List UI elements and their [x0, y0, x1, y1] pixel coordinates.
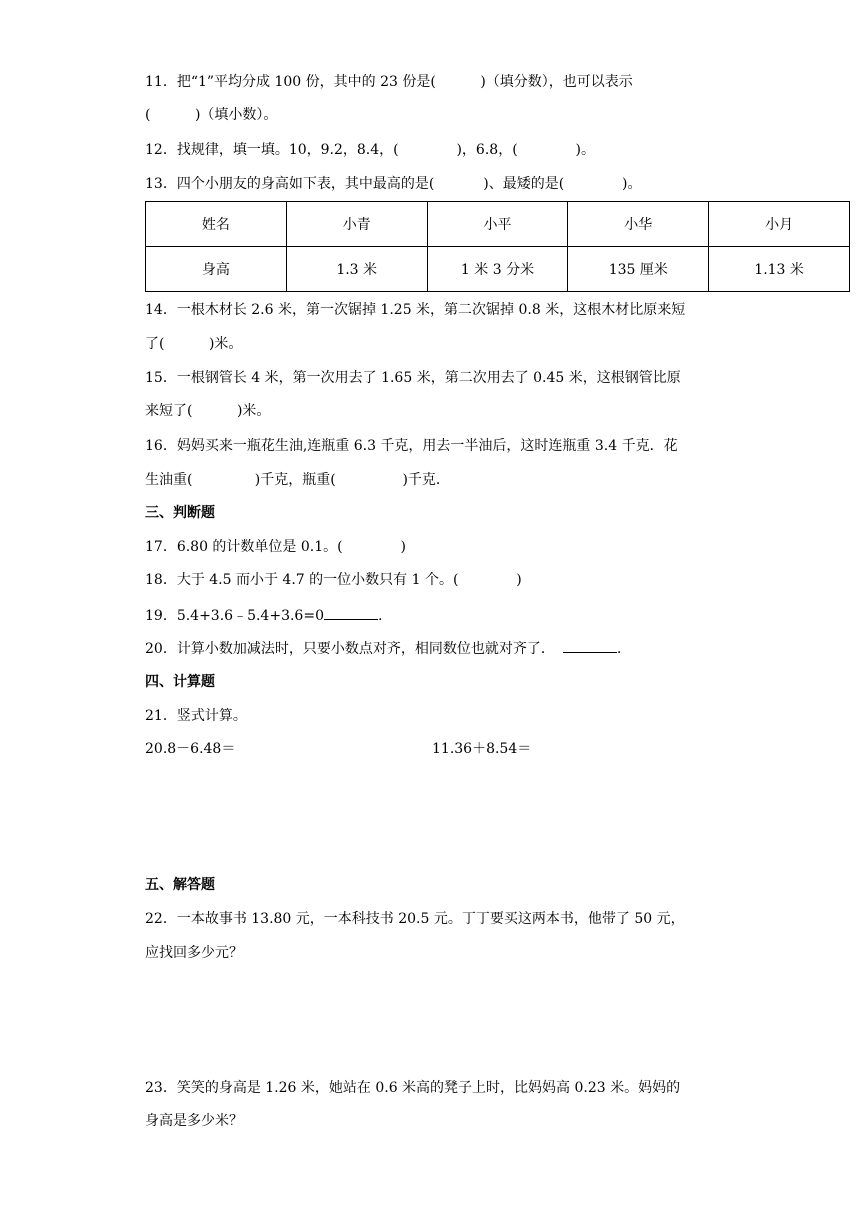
- question-20-end: .: [616, 641, 622, 657]
- question-13: 13．四个小朋友的身高如下表，其中最高的是( )、最矮的是( )。: [145, 176, 642, 192]
- table-cell: 小平: [427, 202, 568, 247]
- answer-blank: [324, 605, 378, 620]
- question-22-line2: 应找回多少元？: [145, 945, 243, 961]
- question-19: [145, 605, 382, 626]
- question-11-line2: ( )（填小数）。: [145, 107, 278, 123]
- question-18: 18．大于 4.5 而小于 4.7 的一位小数只有 1 个。( ): [145, 572, 522, 588]
- question-21-expression-b: 11.36＋8.54＝: [432, 741, 532, 757]
- question-15-line1: 15．一根钢管长 4 米，第一次用去了 1.65 米，第二次用去了 0.45 米，这根钢管比原: [145, 370, 681, 386]
- question-17: 17．6.80 的计数单位是 0.1。( ): [145, 539, 406, 555]
- height-table: [145, 201, 850, 292]
- question-20-text: 20．计算小数加减法时，只要小数点对齐，相同数位也就对齐了．: [145, 641, 555, 657]
- question-21-expression-a: 20.8－6.48＝: [145, 741, 236, 757]
- question-11-line1: 11．把“1”平均分成 100 份，其中的 23 份是( )（填分数），也可以表示: [145, 74, 633, 90]
- question-12: 12．找规律，填一填。10，9.2，8.4，( )，6.8，( )。: [145, 142, 595, 158]
- section-heading-answers: 五、解答题: [145, 877, 215, 893]
- table-cell: 小月: [709, 202, 850, 247]
- table-cell: 姓名: [146, 202, 287, 247]
- table-cell: 小华: [568, 202, 709, 247]
- question-16-line2: 生油重( )千克，瓶重( )千克．: [145, 472, 450, 488]
- question-23-line2: 身高是多少米？: [145, 1113, 243, 1129]
- table-cell: 1.3 米: [286, 247, 427, 292]
- answer-blank: [563, 638, 617, 653]
- table-cell: 身高: [146, 247, 287, 292]
- section-heading-judgement: 三、判断题: [145, 505, 215, 521]
- question-19-end: .: [377, 608, 383, 624]
- table-cell: 1.13 米: [709, 247, 850, 292]
- question-14-line1: 14．一根木材长 2.6 米，第一次锯掉 1.25 米，第二次锯掉 0.8 米，这根木材比原来短: [145, 302, 686, 318]
- table-cell: 小青: [286, 202, 427, 247]
- question-16-line1: 16．妈妈买来一瓶花生油,连瓶重 6.3 千克，用去一半油后，这时连瓶重 3.4 千克．花: [145, 438, 678, 454]
- question-23-line1: 23．笑笑的身高是 1.26 米，她站在 0.6 米高的凳子上时，比妈妈高 0.23 米。妈妈的: [145, 1080, 681, 1096]
- question-15-line2: 来短了( )米。: [145, 403, 271, 419]
- table-cell: 1 米 3 分米: [427, 247, 568, 292]
- question-19-text: 19．5.4+3.6﹣5.4+3.6=0: [145, 608, 324, 624]
- question-20: [145, 638, 621, 659]
- section-heading-calculation: 四、计算题: [145, 674, 215, 690]
- question-14-line2: 了( )米。: [145, 336, 243, 352]
- table-row: [146, 247, 850, 292]
- question-22-line1: 22．一本故事书 13.80 元，一本科技书 20.5 元。丁丁要买这两本书，他带了 50 元，: [145, 911, 685, 927]
- question-21: 21．竖式计算。: [145, 708, 247, 724]
- table-cell: 135 厘米: [568, 247, 709, 292]
- table-header-row: [146, 202, 850, 247]
